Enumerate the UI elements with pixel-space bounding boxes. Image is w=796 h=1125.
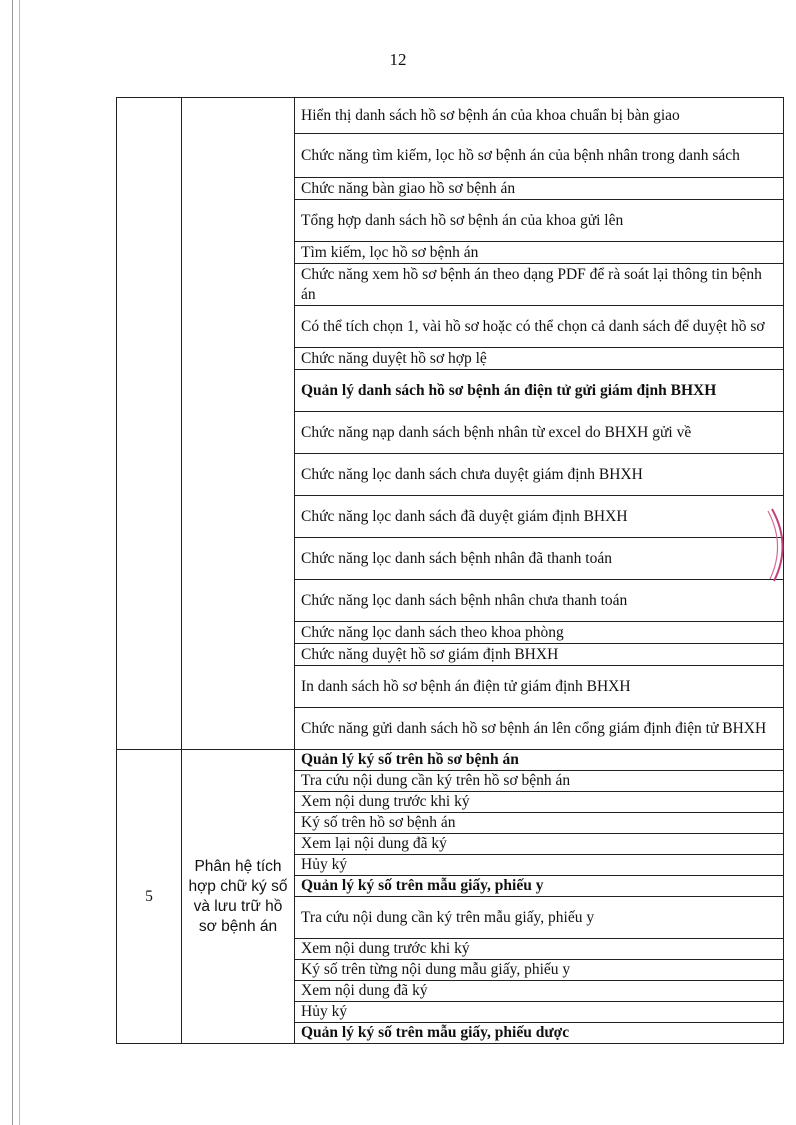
function-item: Xem lại nội dung đã ký xyxy=(295,834,784,855)
stt-cell: 5 xyxy=(117,750,182,1044)
function-item: Chức năng duyệt hồ sơ giám định BHXH xyxy=(295,644,784,666)
requirements-table xyxy=(116,97,784,1044)
module-name-cell: Phân hệ tích hợp chữ ký số và lưu trữ hồ sơ bệnh án xyxy=(182,750,295,1044)
function-item: Hủy ký xyxy=(295,1002,784,1023)
table-row xyxy=(117,98,784,134)
stamp-edge-mark xyxy=(766,505,796,585)
function-group-heading: Quản lý ký số trên mẫu giấy, phiếu dược xyxy=(295,1023,784,1044)
function-item: Tra cứu nội dung cần ký trên hồ sơ bệnh án xyxy=(295,771,784,792)
function-item: Ký số trên hồ sơ bệnh án xyxy=(295,813,784,834)
function-item: Có thể tích chọn 1, vài hồ sơ hoặc có thể chọn cả danh sách để duyệt hồ sơ xyxy=(295,306,784,348)
function-item: Chức năng lọc danh sách bệnh nhân chưa thanh toán xyxy=(295,580,784,622)
function-item: In danh sách hồ sơ bệnh án điện tử giám định BHXH xyxy=(295,666,784,708)
stt-cell-empty xyxy=(117,98,182,750)
function-group-heading: Quản lý danh sách hồ sơ bệnh án điện tử gửi giám định BHXH xyxy=(295,370,784,412)
table-row xyxy=(117,750,784,771)
function-item: Chức năng gửi danh sách hồ sơ bệnh án lên cổng giám định điện tử BHXH xyxy=(295,708,784,750)
function-item: Ký số trên từng nội dung mẫu giấy, phiếu y xyxy=(295,960,784,981)
function-item: Xem nội dung đã ký xyxy=(295,981,784,1002)
module-name-cell-empty xyxy=(182,98,295,750)
function-item: Xem nội dung trước khi ký xyxy=(295,792,784,813)
scan-edge-line xyxy=(12,0,13,1125)
function-item: Tổng hợp danh sách hồ sơ bệnh án của khoa gửi lên xyxy=(295,200,784,242)
function-item: Chức năng nạp danh sách bệnh nhân từ excel do BHXH gửi về xyxy=(295,412,784,454)
function-item: Hiển thị danh sách hồ sơ bệnh án của khoa chuẩn bị bàn giao xyxy=(295,98,784,134)
function-item: Chức năng lọc danh sách bệnh nhân đã thanh toán xyxy=(295,538,784,580)
function-item: Chức năng duyệt hồ sơ hợp lệ xyxy=(295,348,784,370)
function-item: Tra cứu nội dung cần ký trên mẫu giấy, phiếu y xyxy=(295,897,784,939)
function-item: Chức năng lọc danh sách theo khoa phòng xyxy=(295,622,784,644)
function-item: Hủy ký xyxy=(295,855,784,876)
function-item: Xem nội dung trước khi ký xyxy=(295,939,784,960)
scan-edge-line-inner xyxy=(19,0,20,1125)
page-number: 12 xyxy=(389,50,407,69)
function-item: Chức năng bàn giao hồ sơ bệnh án xyxy=(295,178,784,200)
function-group-heading: Quản lý ký số trên mẫu giấy, phiếu y xyxy=(295,876,784,897)
function-item: Tìm kiếm, lọc hồ sơ bệnh án xyxy=(295,242,784,264)
function-item: Chức năng lọc danh sách chưa duyệt giám định BHXH xyxy=(295,454,784,496)
function-item: Chức năng lọc danh sách đã duyệt giám định BHXH xyxy=(295,496,784,538)
function-item: Chức năng tìm kiếm, lọc hồ sơ bệnh án của bệnh nhân trong danh sách xyxy=(295,134,784,178)
function-group-heading: Quản lý ký số trên hồ sơ bệnh án xyxy=(295,750,784,771)
function-item: Chức năng xem hồ sơ bệnh án theo dạng PDF để rà soát lại thông tin bệnh án xyxy=(295,264,784,306)
